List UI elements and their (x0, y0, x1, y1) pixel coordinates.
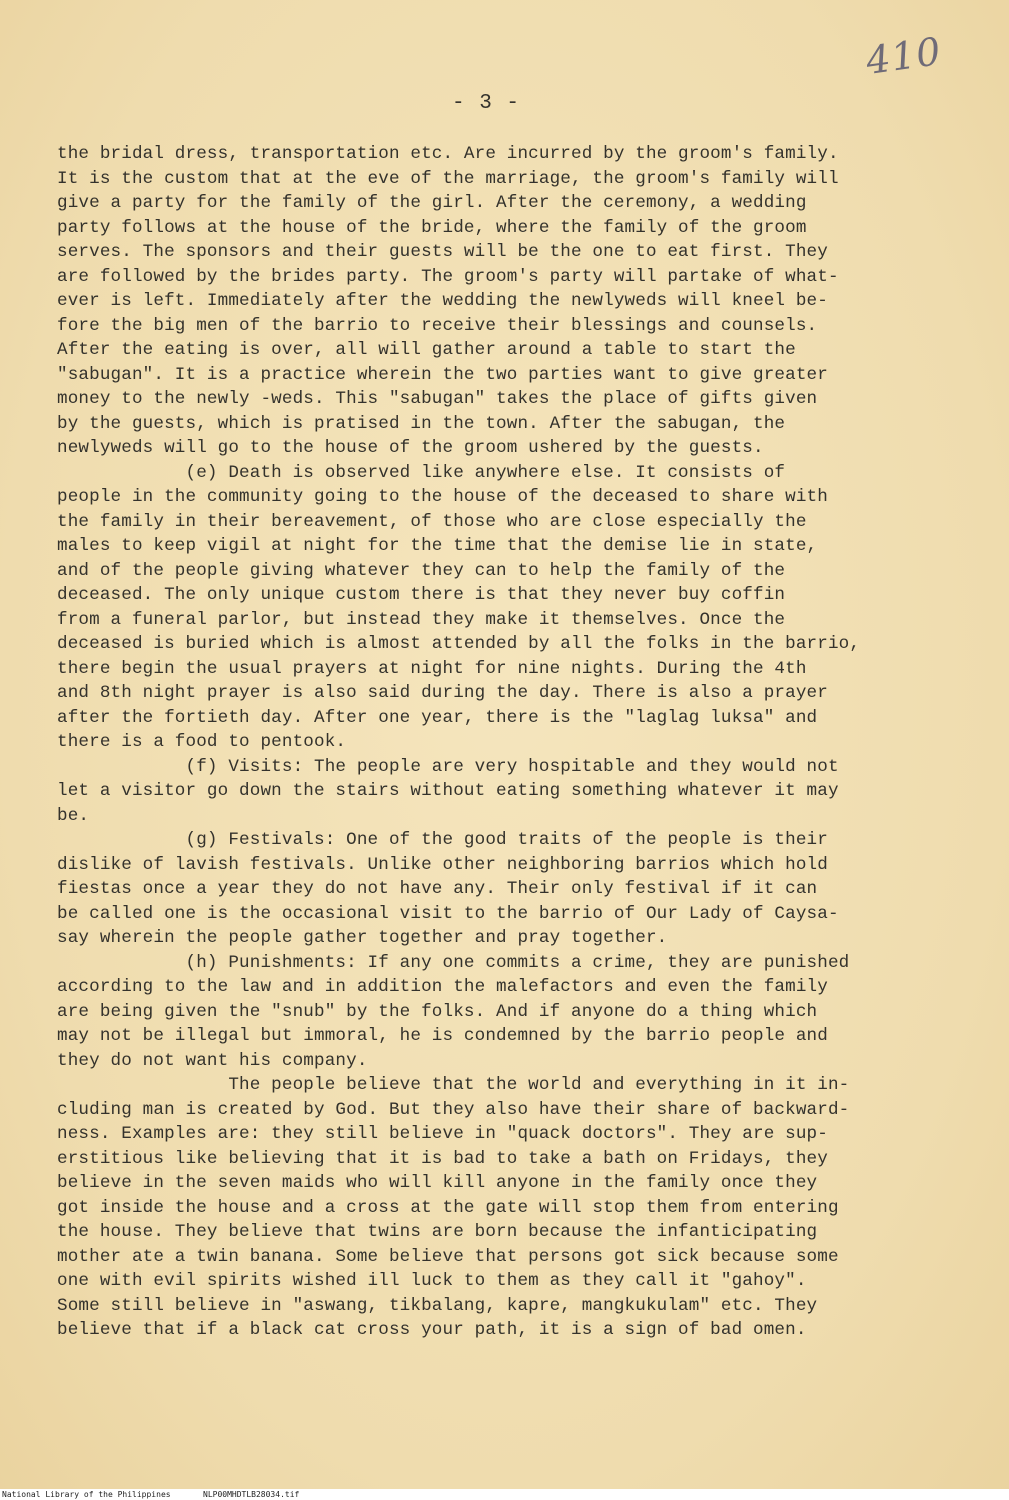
text-line: there is a food to pentook. (57, 732, 347, 752)
text-line: Some still believe in "aswang, tikbalang, kapre, mangkukulam" etc. They (57, 1295, 818, 1316)
text-line: newlyweds will go to the house of the groom ushered by the guests. (57, 438, 764, 458)
footer-filename: NLP00MHDTLB28034.tif (203, 1490, 300, 1499)
text-line: let a visitor go down the stairs without eating something whatever it may (57, 781, 839, 801)
text-line: be. (57, 805, 90, 826)
text-line: the house. They believe that twins are born because the infanticipating (57, 1222, 818, 1242)
text-line: are followed by the brides party. The groom's party will partake of what- (57, 266, 839, 287)
text-line: are being given the "snub" by the folks. And if anyone do a thing which (57, 1001, 818, 1022)
text-line: "sabugan". It is a practice wherein the two parties want to give greater (57, 364, 828, 385)
text-line: they do not want his company. (57, 1050, 368, 1071)
scan-footer (0, 1489, 1009, 1500)
text-line: from a funeral parlor, but instead they make it themselves. Once the (57, 609, 786, 630)
page-number: - 3 - (452, 92, 521, 115)
text-line: according to the law and in addition the malefactors and even the family (57, 977, 828, 997)
footer-source: National Library of the Philippines (2, 1490, 171, 1499)
text-line: money to the newly -weds. This "sabugan" takes the place of gifts given (57, 389, 818, 409)
text-line: give a party for the family of the girl. After the ceremony, a wedding (57, 193, 807, 213)
paragraph-beliefs-start: The people believe that the world and everything in it in- (57, 1075, 850, 1095)
text-line: mother ate a twin banana. Some believe that persons got sick because some (57, 1246, 839, 1267)
text-line: erstitious like believing that it is bad to take a bath on Fridays, they (57, 1148, 828, 1169)
text-line: people in the community going to the house of the deceased to share with (57, 487, 828, 507)
text-line: ness. Examples are: they still believe in "quack doctors". They are sup- (57, 1124, 828, 1144)
text-line: and of the people giving whatever they can to help the family of the (57, 560, 786, 581)
text-line: deceased. The only unique custom there is that they never buy coffin (57, 585, 786, 605)
text-line: cluding man is created by God. But they also have their share of backward- (57, 1099, 850, 1120)
text-line: males to keep vigil at night for the time that the demise lie in state, (57, 536, 818, 556)
text-line: the family in their bereavement, of those who are close especially the (57, 511, 807, 532)
text-line: believe in the seven maids who will kill anyone in the family once they (57, 1173, 818, 1193)
text-line: may not be illegal but immoral, he is condemned by the barrio people and (57, 1026, 828, 1046)
text-line: one with evil spirits wished ill luck to them as they call it "gahoy". (57, 1271, 807, 1291)
text-line: say wherein the people gather together and pray together. (57, 928, 668, 948)
text-line: there begin the usual prayers at night for nine nights. During the 4th (57, 658, 807, 679)
text-line: party follows at the house of the bride, where the family of the groom (57, 217, 807, 238)
text-line: be called one is the occasional visit to the barrio of Our Lady of Caysa- (57, 903, 839, 924)
document-body (57, 142, 977, 1343)
paragraph-visits-start: (f) Visits: The people are very hospitable and they would not (57, 756, 839, 777)
text-line: fore the big men of the barrio to receive their blessings and counsels. (57, 315, 818, 336)
handwritten-page-number: 410 (863, 28, 945, 84)
text-line: It is the custom that at the eve of the marriage, the groom's family will (57, 168, 839, 189)
paragraph-death-start: (e) Death is observed like anywhere else. It consists of (57, 462, 786, 483)
text-line: ever is left. Immediately after the wedding the newlyweds will kneel be- (57, 291, 828, 311)
text-line: dislike of lavish festivals. Unlike other neighboring barrios which hold (57, 854, 828, 875)
text-line: After the eating is over, all will gather around a table to start the (57, 340, 796, 360)
text-line: by the guests, which is pratised in the town. After the sabugan, the (57, 413, 786, 434)
text-line: and 8th night prayer is also said during the day. There is also a prayer (57, 683, 828, 703)
text-line: deceased is buried which is almost attended by all the folks in the barrio, (57, 634, 861, 654)
text-line: believe that if a black cat cross your path, it is a sign of bad omen. (57, 1320, 807, 1340)
paragraph-punishments-start: (h) Punishments: If any one commits a crime, they are punished (57, 952, 850, 973)
text-line: after the fortieth day. After one year, there is the "laglag luksa" and (57, 707, 818, 728)
text-line: fiestas once a year they do not have any. Their only festival if it can (57, 879, 818, 899)
paragraph-festivals-start: (g) Festivals: One of the good traits of the people is their (57, 830, 828, 850)
text-line: got inside the house and a cross at the gate will stop them from entering (57, 1197, 839, 1218)
text-line: the bridal dress, transportation etc. Are incurred by the groom's family. (57, 144, 839, 164)
text-line: serves. The sponsors and their guests will be the one to eat first. They (57, 242, 828, 262)
